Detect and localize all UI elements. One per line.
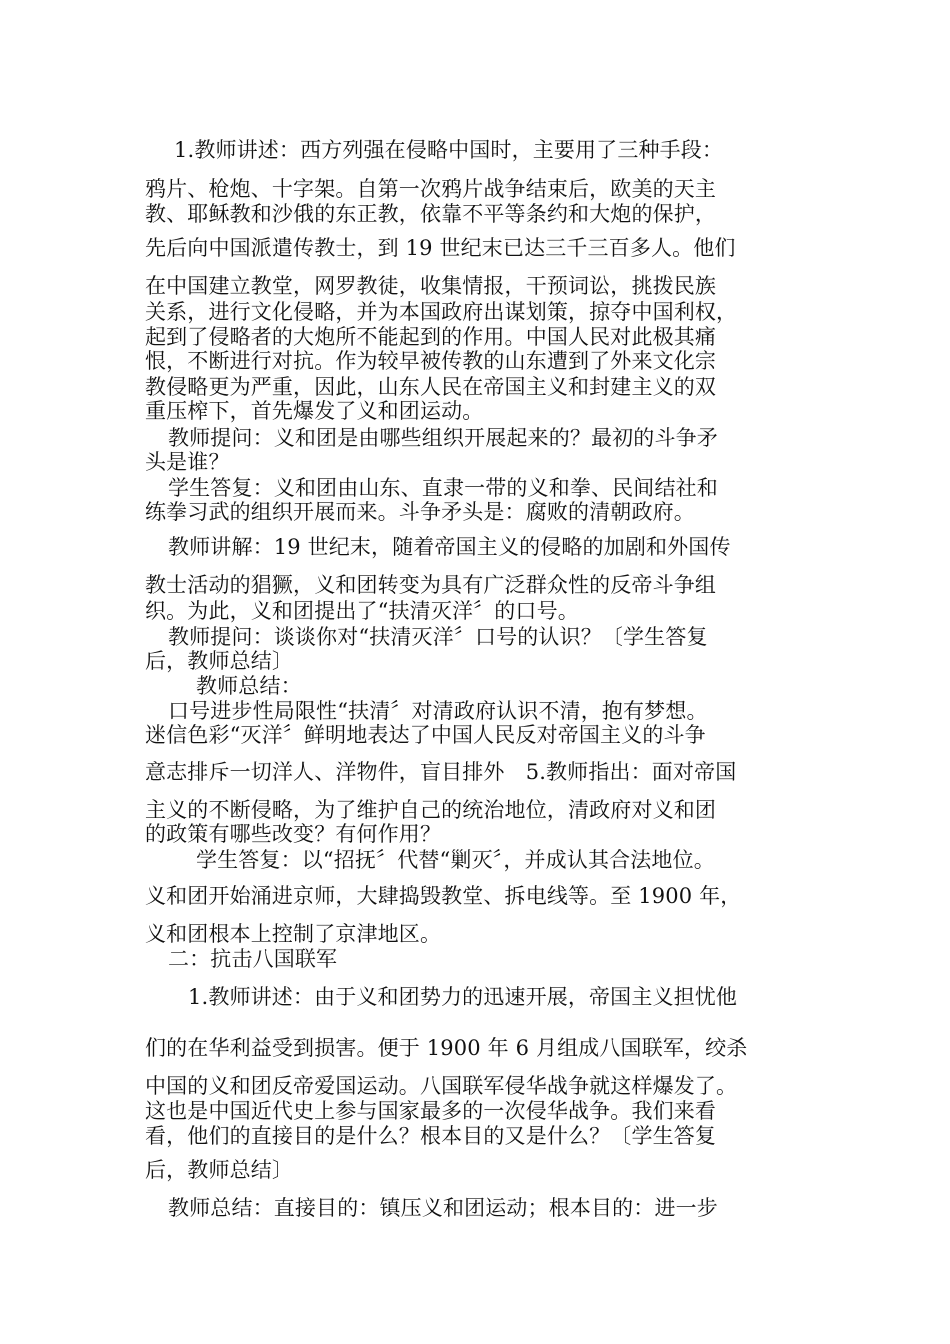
- text-line: 学生答复：以“招抚〞代替“剿灭〞，并成认其合法地位。: [196, 848, 715, 872]
- text-line: 的政策有哪些改变？有何作用？: [145, 822, 442, 846]
- text-line: 教师提问：义和团是由哪些组织开展起来的？最初的斗争矛: [168, 426, 718, 450]
- section-heading: 二：抗击八国联军: [168, 947, 338, 971]
- text-line: 恨，不断进行对抗。作为较早被传教的山东遭到了外来文化宗: [145, 349, 717, 373]
- text-line: 后，教师总结〕: [145, 649, 294, 673]
- text-line: 主义的不断侵略，为了维护自己的统治地位，清政府对义和团: [145, 798, 717, 822]
- text-line: 教师总结：: [196, 674, 302, 698]
- text-line: 织。为此，义和团提出了“扶清灭洋〞的口号。: [145, 599, 579, 623]
- text-line: 1.教师讲述：西方列强在侵略中国时，主要用了三种手段：: [174, 138, 724, 162]
- text-line: 教侵略更为严重，因此，山东人民在帝国主义和封建主义的双: [145, 375, 717, 399]
- text-line: 先后向中国派遣传教士，到 19 世纪末已达三千三百多人。他们: [145, 236, 736, 260]
- text-line: 看，他们的直接目的是什么？根本目的又是什么？〔学生答复: [145, 1124, 717, 1148]
- text-line: 鸦片、枪炮、十字架。自第一次鸦片战争结束后，欧美的天主: [145, 177, 717, 201]
- text-line: 教师总结：直接目的：镇压义和团运动；根本目的：进一步: [168, 1196, 718, 1220]
- text-line: 教、耶稣教和沙俄的东正教，依靠不平等条约和大炮的保护，: [145, 202, 717, 226]
- text-line: 在中国建立教堂，网罗教徒，收集情报，干预词讼，挑拨民族: [145, 274, 717, 298]
- text-line: 后，教师总结〕: [145, 1158, 294, 1182]
- text-line: 中国的义和团反帝爱国运动。八国联军侵华战争就这样爆发了。: [145, 1074, 738, 1098]
- text-line: 这也是中国近代史上参与国家最多的一次侵华战争。我们来看: [145, 1099, 717, 1123]
- text-line: 学生答复：义和团由山东、直隶一带的义和拳、民间结社和: [168, 476, 718, 500]
- text-line: 教师讲解：19 世纪末，随着帝国主义的侵略的加剧和外国传: [168, 535, 731, 559]
- text-line: 迷信色彩“灭洋〞鲜明地表达了中国人民反对帝国主义的斗争: [145, 723, 706, 747]
- text-line: 练拳习武的组织开展而来。斗争矛头是：腐败的清朝政府。: [145, 500, 695, 524]
- text-line: 教士活动的猖獗，义和团转变为具有广泛群众性的反帝斗争组: [145, 573, 717, 597]
- text-line: 意志排斥一切洋人、洋物件，盲目排外 5.教师指出：面对帝国: [145, 760, 737, 784]
- text-line: 1.教师讲述：由于义和团势力的迅速开展，帝国主义担忧他: [188, 985, 738, 1009]
- text-line: 重压榨下，首先爆发了义和团运动。: [145, 399, 484, 423]
- text-line: 口号进步性局限性“扶清〞对清政府认识不清，抱有梦想。: [168, 699, 708, 723]
- text-line: 关系，进行文化侵略，并为本国政府出谋划策，掠夺中国利权，: [145, 300, 738, 324]
- text-line: 起到了侵略者的大炮所不能起到的作用。中国人民对此极其痛: [145, 325, 717, 349]
- text-line: 们的在华利益受到损害。便于 1900 年 6 月组成八国联军，绞杀: [145, 1036, 748, 1060]
- text-line: 头是谁？: [145, 450, 230, 474]
- text-line: 义和团开始涌进京师，大肆捣毁教堂、拆电线等。至 1900 年，: [145, 884, 742, 908]
- text-line: 义和团根本上控制了京津地区。: [145, 922, 442, 946]
- text-line: 教师提问：谈谈你对“扶清灭洋〞口号的认识？〔学生答复: [168, 625, 708, 649]
